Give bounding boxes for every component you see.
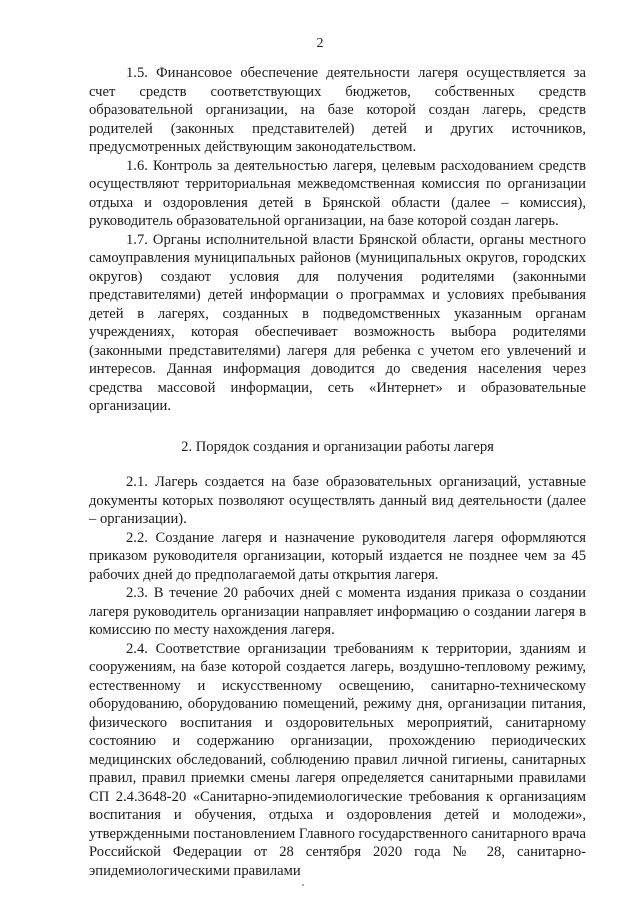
- paragraph-2-1: 2.1. Лагерь создается на базе образовательных организаций, уставные документы которых позволяют осуществлять данный вид деятельности (далее – организации).: [89, 474, 586, 527]
- paragraph-2-4: 2.4. Соответствие организации требованиям к территории, зданиям и сооружениям, на базе которой создается лагерь, воздушно-тепловому режиму, естественному и искусственному освещению, санитарно-техническому оборудованию, оборудованию помещений, режиму дня, организации питания, физического воспитания и оздоровительных мероприятий, санитарному состоянию и содержанию организации, прохождению периодических медицинских обследований, соблюдению правил личной гигиены, санитарных правил, правил приемки смены лагеря определяется санитарными правилами СП 2.4.3648-20 «Санитарно-эпидемиологические требования к организациям воспитания и обучения, отдыха и оздоровления детей и молодежи», утвержденными постановлением Главного государственного санитарного врача Российской Федерации от 28 сентября 2020 года № 28, санитарно-эпидемиологическими правилами: [89, 640, 586, 879]
- paragraph-2-3: 2.3. В течение 20 рабочих дней с момента издания приказа о создании лагеря руководитель организации направляет информацию о создании лагеря в комиссию по месту нахождения лагеря.: [89, 585, 586, 638]
- page-number: 2: [316, 36, 324, 51]
- section-heading: 2. Порядок создания и организации работы лагеря: [181, 438, 494, 455]
- paragraph-1-7: 1.7. Органы исполнительной власти Брянской области, органы местного самоуправления муниципальных районов (муниципальных округов, городских округов) создают условия для получения родителями (законными представителями) детей информации о программах и условиях пребывания детей в лагерях, созданных в подведомственных указанным органам учреждениях, которая обеспечивает возможность выбора родителями (законными представителями) лагеря для ребенка с учетом его увлечений и интересов. Данная информация доводится до сведения населения через средства массовой информации, сеть «Интернет» и образовательные организации.: [89, 231, 586, 414]
- document-body: [89, 64, 586, 880]
- paragraph-2-2: 2.2. Создание лагеря и назначение руководителя лагеря оформляются приказом руководителя организации, который издается не позднее чем за 45 рабочих дней до предполагаемой даты открытия лагеря.: [89, 529, 586, 583]
- paragraph-1-5: 1.5. Финансовое обеспечение деятельности лагеря осуществляется за счет средств соответствующих бюджетов, собственных средств образовательной организации, на базе которой создан лагерь, средств родителей (законных представителей) детей и других источников, предусмотренных действующим законодательством.: [89, 65, 586, 155]
- paragraph-1-6: 1.6. Контроль за деятельностью лагеря, целевым расходованием средств осуществляют территориальная межведомственная комиссия по организации отдыха и оздоровления детей в Брянской области (далее – комиссия), руководитель образовательной организации, на базе которой создан лагерь.: [89, 157, 586, 229]
- scan-speck: [302, 884, 304, 886]
